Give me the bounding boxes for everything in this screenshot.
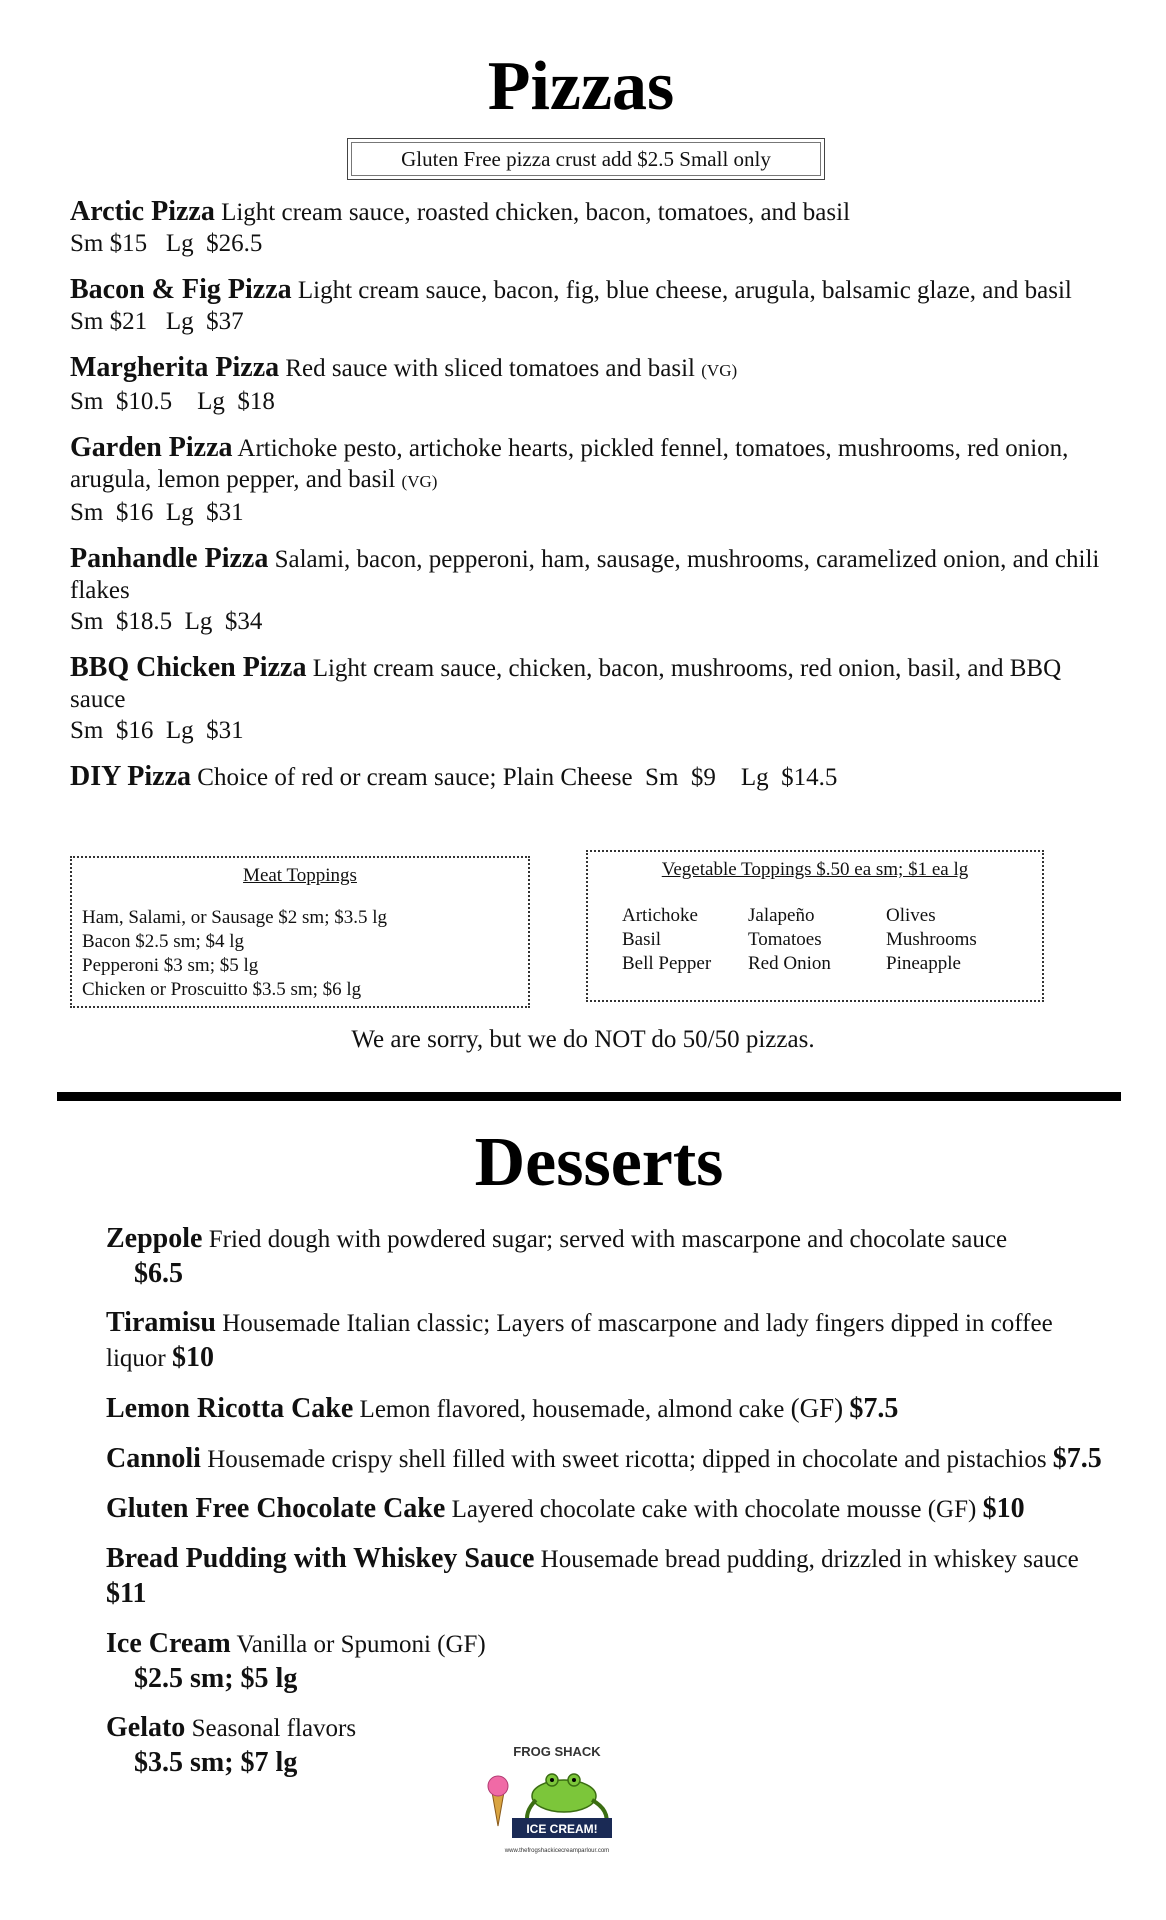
dessert-name: Ice Cream <box>106 1628 231 1659</box>
pizza-price: Sm $18.5 Lg $34 <box>70 608 263 635</box>
desserts-title: Desserts <box>474 1124 724 1201</box>
dessert-description: Housemade crispy shell filled with sweet ricotta; dipped in chocolate and pistachios <box>207 1446 1047 1473</box>
dessert-price: $7.5 <box>849 1393 899 1424</box>
vegetable-topping: Jalapeño <box>748 905 815 926</box>
dessert-description: Vanilla or Spumoni (GF) <box>236 1631 486 1658</box>
vegetable-topping: Red Onion <box>748 953 831 974</box>
gluten-free-note-box <box>347 138 825 180</box>
pizza-description: Red sauce with sliced tomatoes and basil <box>285 355 695 382</box>
pizza-description: Salami, bacon, pepperoni, ham, sausage, mushrooms, caramelized onion, and chili flakes <box>70 546 1100 604</box>
dessert-description: Housemade Italian classic; Layers of mascarpone and lady fingers dipped in coffee liquor <box>106 1310 1053 1372</box>
vegetable-topping: Artichoke <box>622 905 698 926</box>
vegetarian-tag: (VG) <box>701 361 738 380</box>
vegetable-topping: Mushrooms <box>886 929 977 950</box>
ice-cream-scoop-icon <box>488 1776 508 1796</box>
dessert-name: Gelato <box>106 1712 186 1743</box>
dessert-item <box>106 1627 1116 1696</box>
dessert-name: Bread Pudding with Whiskey Sauce <box>106 1543 535 1574</box>
pizza-name: DIY Pizza <box>70 761 192 792</box>
frog-pupil-icon <box>572 1778 576 1782</box>
vegetable-topping: Olives <box>886 905 936 926</box>
meat-topping-line: Ham, Salami, or Sausage $2 sm; $3.5 lg <box>82 907 388 928</box>
pizza-description: Choice of red or cream sauce; Plain Cheese Sm $9 Lg $14.5 <box>197 764 838 791</box>
meat-topping-line: Bacon $2.5 sm; $4 lg <box>82 931 245 952</box>
pizza-item <box>70 196 1120 259</box>
dessert-price: $10 <box>171 1342 214 1373</box>
ice-cream-cone-icon <box>492 1792 504 1826</box>
dessert-list <box>106 1222 1116 1795</box>
pizza-price: Sm $16 Lg $31 <box>70 499 244 526</box>
logo-banner-text: ICE CREAM! <box>526 1822 598 1836</box>
pizza-list <box>70 196 1120 808</box>
meat-topping-line: Chicken or Proscuitto $3.5 sm; $6 lg <box>82 979 362 1000</box>
vegetable-topping: Tomatoes <box>748 929 822 950</box>
pizza-name: Panhandle Pizza <box>70 543 269 574</box>
pizza-name: Arctic Pizza <box>70 196 215 227</box>
pizza-item <box>70 352 1120 417</box>
meat-topping-line: Pepperoni $3 sm; $5 lg <box>82 955 259 976</box>
frog-shack-logo <box>470 1740 644 1858</box>
dessert-name: Zeppole <box>106 1223 203 1254</box>
dessert-name: Gluten Free Chocolate Cake <box>106 1493 446 1524</box>
pizza-name: Margherita Pizza <box>70 352 280 383</box>
dessert-item <box>106 1391 1116 1427</box>
pizza-price: Sm $16 Lg $31 <box>70 717 244 744</box>
pizza-item <box>70 543 1120 637</box>
pizza-item <box>70 761 1120 793</box>
pizza-item <box>70 652 1120 746</box>
dessert-item <box>106 1306 1116 1376</box>
section-divider <box>57 1092 1121 1101</box>
vegetable-topping: Bell Pepper <box>622 953 712 974</box>
dessert-description: Layered chocolate cake with chocolate mousse (GF) <box>451 1496 977 1523</box>
dessert-item <box>106 1442 1116 1477</box>
dessert-name: Lemon Ricotta Cake <box>106 1393 354 1424</box>
dessert-item <box>106 1222 1116 1291</box>
vegetarian-tag: (VG) <box>401 472 438 491</box>
logo-top-text: FROG SHACK <box>513 1744 601 1759</box>
dessert-price: $6.5 <box>134 1258 183 1289</box>
dessert-description: Housemade bread pudding, drizzled in whiskey sauce <box>540 1546 1079 1573</box>
dessert-name: Tiramisu <box>106 1307 216 1338</box>
frog-pupil-icon <box>550 1778 554 1782</box>
vegetable-toppings-box <box>586 850 1044 1002</box>
dessert-description: Lemon flavored, housemade, almond cake <box>359 1396 785 1423</box>
pizzas-title: Pizzas <box>487 48 675 125</box>
pizza-description: Light cream sauce, roasted chicken, bacon, tomatoes, and basil <box>221 199 851 226</box>
dessert-description: Fried dough with powdered sugar; served with mascarpone and chocolate sauce <box>208 1226 1008 1253</box>
vegetable-topping: Basil <box>622 929 662 950</box>
gluten-free-note: Gluten Free pizza crust add $2.5 Small only <box>351 142 821 176</box>
pizza-price: Sm $21 Lg $37 <box>70 308 244 335</box>
meat-toppings-box <box>70 856 530 1008</box>
pizza-item <box>70 274 1120 337</box>
pizza-description: Light cream sauce, bacon, fig, blue cheese, arugula, balsamic glaze, and basil <box>297 277 1072 304</box>
dessert-price: $10 <box>982 1493 1025 1524</box>
dessert-price: $3.5 sm; $7 lg <box>134 1747 298 1778</box>
no-half-pizza-notice: We are sorry, but we do NOT do 50/50 pizzas. <box>351 1026 815 1053</box>
pizza-description: Artichoke pesto, artichoke hearts, pickled fennel, tomatoes, mushrooms, red onion, arugula, lemon pepper, and basil <box>70 435 1069 493</box>
dessert-price: $7.5 <box>1052 1443 1102 1474</box>
dessert-price: $2.5 sm; $5 lg <box>134 1663 298 1694</box>
dessert-item <box>106 1542 1116 1612</box>
meat-toppings-title: Meat Toppings <box>243 865 357 886</box>
pizza-description: Light cream sauce, chicken, bacon, mushrooms, red onion, basil, and BBQ sauce <box>70 655 1062 713</box>
dessert-description: Seasonal flavors <box>191 1715 357 1742</box>
vegetable-topping: Pineapple <box>886 953 961 974</box>
pizza-name: Garden Pizza <box>70 432 233 463</box>
frog-icon <box>532 1780 596 1812</box>
pizza-name: Bacon & Fig Pizza <box>70 274 292 305</box>
dessert-price: $11 <box>106 1578 147 1609</box>
gluten-free-tag: (GF) <box>790 1393 844 1423</box>
pizza-price: Sm $10.5 Lg $18 <box>70 388 275 415</box>
vegetable-toppings-title: Vegetable Toppings $.50 ea sm; $1 ea lg <box>661 859 969 880</box>
pizza-price: Sm $15 Lg $26.5 <box>70 230 263 257</box>
logo-url-text: www.thefrogshackicecreamparlour.com <box>504 1848 610 1854</box>
pizza-name: BBQ Chicken Pizza <box>70 652 307 683</box>
pizza-item <box>70 432 1120 528</box>
dessert-item <box>106 1492 1116 1527</box>
dessert-name: Cannoli <box>106 1443 201 1474</box>
